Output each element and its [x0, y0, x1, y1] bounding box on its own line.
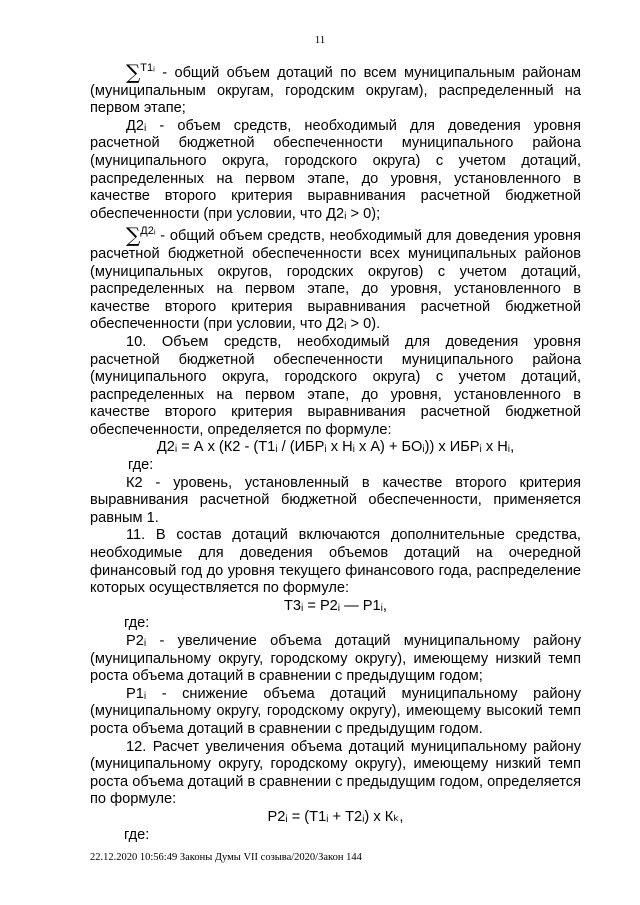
paragraph-11: 11. В состав дотаций включаются дополнительные средства, необходимые для доведения объемов дотаций на очередной финансовый год до уровня текущего финансового года, распределение которых осуществляется по формуле: — [90, 527, 581, 597]
d2-definition: Д2ᵢ - объем средств, необходимый для доведения уровня расчетной бюджетной обеспеченности муниципального района (муниципального округа, городского округа) с учетом дотаций, распределенных на первом этапе, до уровня, установленного в качестве второго критерия выравнивания расчетной бюджетной обеспеченности (при условии, что Д2ᵢ > 0); — [90, 117, 581, 222]
document-body — [90, 60, 581, 844]
page-number: 11 — [314, 34, 326, 46]
where-label: где: — [128, 457, 154, 474]
where-label: где: — [124, 826, 150, 843]
k2-definition: К2 - уровень, установленный в качестве второго критерия выравнивания расчетной бюджетной обеспеченности, применяется равным 1. — [90, 474, 581, 526]
formula-d2: Д2ᵢ = А x (К2 - (Т1ᵢ / (ИБРᵢ x Нᵢ x А) + БОᵢ)) x ИБРᵢ x Нᵢ, — [156, 439, 515, 456]
paragraph-10: 10. Объем средств, необходимый для доведения уровня расчетной бюджетной обеспеченности муниципального района (муниципального округа, городского округа) с учетом дотаций, распределенных на первом этапе, до уровня, установленного в качестве второго критерия выравнивания расчетной бюджетной обеспеченности, определяется по формуле: — [90, 333, 581, 438]
p1-definition: Р1ᵢ - снижение объема дотаций муниципальному району (муниципальному округу, городскому округу), имеющему высокий темп роста объема дотаций в сравнении с предыдущим годом. — [90, 685, 581, 737]
sum-t1-symbol: ∑$^{T1ᵢ}$ — [126, 60, 155, 84]
sum-d2-text: - общий объем средств, необходимый для доведения уровня расчетной бюджетной обеспеченности всех муниципальных районов (муниципальных округов, городских округов) с учетом дотаций, распределенных на первом этапе, до уровня, установленного в качестве второго критерия выравнивания расчетной бюджетной обеспеченности (при условии, что Д2ᵢ > 0). — [90, 228, 581, 333]
sum-t1-definition — [90, 60, 581, 118]
p2-definition: Р2ᵢ - увеличение объема дотаций муниципальному району (муниципальному округу, городскому округу), имеющему низкий темп роста объема дотаций в сравнении с предыдущим годом; — [90, 633, 581, 685]
sum-t1-text: - общий объем дотаций по всем муниципальным районам (муниципальным округам, городским округам), распределенный на первом этапе; — [90, 65, 581, 117]
formula-t3: Т3ᵢ = Р2ᵢ — Р1ᵢ, — [283, 597, 387, 614]
where-label: где: — [124, 615, 150, 632]
sum-d2-definition — [90, 223, 581, 334]
paragraph-12: 12. Расчет увеличения объема дотаций муниципальному району (муниципальному округу, городскому округу), имеющему низкий темп роста объема дотаций в сравнении с предыдущим годом, определяется по формуле: — [90, 738, 581, 808]
document-footer: 22.12.2020 10:56:49 Законы Думы VII созыва/2020/Закон 144 — [90, 852, 362, 863]
sum-d2-symbol: ∑$^{Д2ᵢ}$ — [126, 223, 156, 248]
formula-p2: Р2ᵢ = (Т1ᵢ + Т2ᵢ) x Кₖ, — [267, 808, 404, 825]
